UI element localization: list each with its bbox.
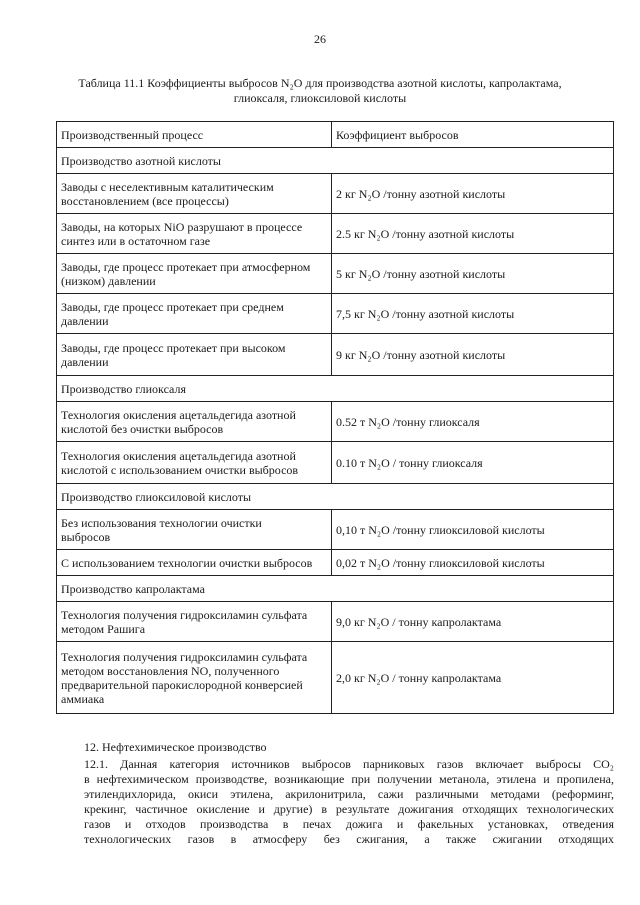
process-line: Без использования технологии очистки xyxy=(61,515,262,530)
section-title: Производство азотной кислоты xyxy=(57,148,614,174)
table-row xyxy=(57,402,614,442)
process-line: Заводы, на которых NiO разрушают в процессе xyxy=(61,219,303,234)
process-line: Технология получения гидроксиламин сульфата xyxy=(61,649,308,664)
table-section-row xyxy=(57,148,614,174)
paragraph-line: крекинг, частичное окисление и другие) в результате дожигания отходящих технологических xyxy=(84,802,614,816)
table-row xyxy=(57,510,614,550)
header-process: Производственный процесс xyxy=(57,122,332,148)
factor-cell: 5 кг N₂O /тонну азотной кислоты xyxy=(332,254,614,294)
factor-cell: 2 кг N₂O /тонну азотной кислоты xyxy=(332,174,614,214)
process-line: давлении xyxy=(61,354,109,369)
process-line: восстановлением (все процессы) xyxy=(61,193,229,208)
emission-factors-table xyxy=(56,121,614,714)
table-row xyxy=(57,214,614,254)
factor-cell: 7,5 кг N₂O /тонну азотной кислоты xyxy=(332,294,614,334)
table-row xyxy=(57,294,614,334)
section-title: Производство глиоксиловой кислоты xyxy=(57,484,614,510)
factor-cell: 0.10 т N₂O / тонну глиоксаля xyxy=(332,442,614,484)
paragraph-line: 12.1. Данная категория источников выбросов парниковых газов включает выбросы CO₂ xyxy=(84,757,614,771)
process-cell xyxy=(57,174,332,214)
paragraph-line: газов и отходов производства в печах дожига и факельных установках, отведения xyxy=(84,817,614,831)
process-line: аммиака xyxy=(61,691,105,706)
table-section-row xyxy=(57,484,614,510)
factor-cell: 0.52 т N₂O /тонну глиоксаля xyxy=(332,402,614,442)
table-header-row xyxy=(57,122,614,148)
table-caption xyxy=(40,76,600,106)
process-cell xyxy=(57,334,332,376)
factor-cell: 9 кг N₂O /тонну азотной кислоты xyxy=(332,334,614,376)
paragraph-line: этилендихлорида, окиси этилена, акрилонитрила, сажи различными методами (реформинг, xyxy=(84,787,614,801)
section-title: Производство глиоксаля xyxy=(57,376,614,402)
process-line: Заводы, где процесс протекает при среднем xyxy=(61,299,284,314)
process-cell xyxy=(57,550,332,576)
process-line: Технология окисления ацетальдегида азотной xyxy=(61,407,296,422)
table-body xyxy=(57,122,614,714)
table-row xyxy=(57,642,614,714)
process-line: (низком) давлении xyxy=(61,273,156,288)
process-line: выбросов xyxy=(61,529,111,544)
process-cell xyxy=(57,402,332,442)
table-section-row xyxy=(57,376,614,402)
process-line: Технология окисления ацетальдегида азотной xyxy=(61,448,296,463)
paragraph-12-1 xyxy=(56,757,614,847)
process-line: Заводы, где процесс протекает при высоком xyxy=(61,340,286,355)
process-line: Заводы с неселективным каталитическим xyxy=(61,179,274,194)
table-row xyxy=(57,442,614,484)
factor-cell: 9,0 кг N₂O / тонну капролактама xyxy=(332,602,614,642)
paragraph-line: технологических газов в атмосферу без сжигания, а также сжигании отходящих xyxy=(84,832,614,846)
table-section-row xyxy=(57,576,614,602)
table-row xyxy=(57,174,614,214)
table-caption-line: глиоксаля, глиоксиловой кислоты xyxy=(233,91,407,105)
process-line: кислотой без очистки выбросов xyxy=(61,421,224,436)
process-line: кислотой с использованием очистки выбросов xyxy=(61,462,299,477)
section-heading: 12. Нефтехимическое производство xyxy=(84,740,267,754)
table-row xyxy=(57,334,614,376)
process-cell xyxy=(57,642,332,714)
table-row xyxy=(57,254,614,294)
process-line: методом Рашига xyxy=(61,621,146,636)
header-factor: Коэффициент выбросов xyxy=(332,122,614,148)
process-line: Технология получения гидроксиламин сульфата xyxy=(61,607,308,622)
factor-cell: 2.5 кг N₂O /тонну азотной кислоты xyxy=(332,214,614,254)
section-title: Производство капролактама xyxy=(57,576,614,602)
table-row xyxy=(57,602,614,642)
process-cell xyxy=(57,510,332,550)
process-cell xyxy=(57,254,332,294)
factor-cell: 0,02 т N₂O /тонну глиоксиловой кислоты xyxy=(332,550,614,576)
process-line: методом восстановления NO, полученного xyxy=(61,663,280,678)
process-line: Заводы, где процесс протекает при атмосферном xyxy=(61,259,311,274)
table-caption-line: Таблица 11.1 Коэффициенты выбросов N₂O для производства азотной кислоты, капролактама, xyxy=(78,76,562,90)
process-cell xyxy=(57,602,332,642)
table-row xyxy=(57,550,614,576)
paragraph-line: в нефтехимическом производстве, возникающие при получении метанола, этилена и пропилена, xyxy=(84,772,614,786)
process-cell xyxy=(57,214,332,254)
process-line: синтез или в остаточном газе xyxy=(61,233,211,248)
process-cell xyxy=(57,294,332,334)
process-line: предварительной парокислородной конверсией xyxy=(61,677,303,692)
factor-cell: 0,10 т N₂O /тонну глиоксиловой кислоты xyxy=(332,510,614,550)
factor-cell: 2,0 кг N₂O / тонну капролактама xyxy=(332,642,614,714)
process-cell xyxy=(57,442,332,484)
page-number: 26 xyxy=(314,32,326,46)
process-line: С использованием технологии очистки выбросов xyxy=(61,555,313,570)
process-line: давлении xyxy=(61,313,109,328)
